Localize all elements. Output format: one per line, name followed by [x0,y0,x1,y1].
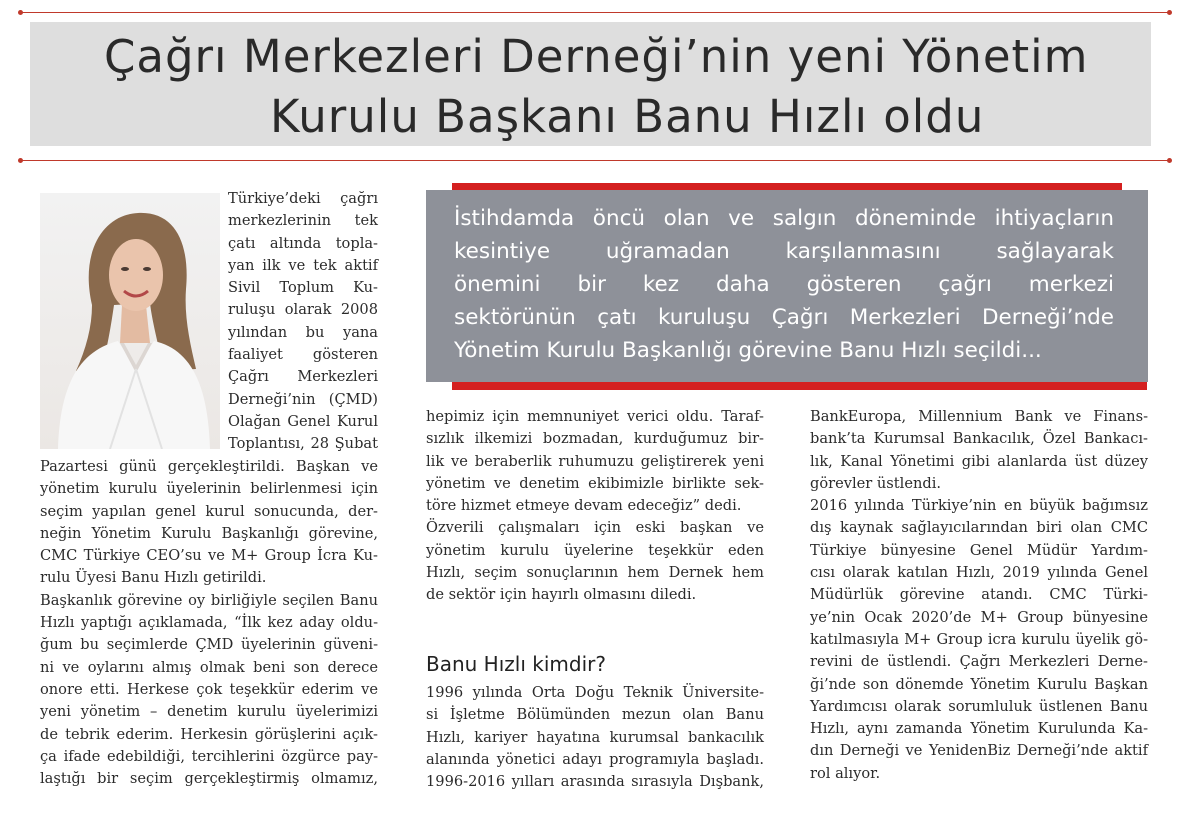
headline-line-1: Çağrı Merkezleri Derneği’nin yeni Yönetim [104,30,1089,83]
quote-line: İstihdamda öncü olan ve salgın döneminde ihtiyaçların [454,206,1114,231]
text-line: bank’ta Kurumsal Bankacılık, Özel Bankacı- [810,430,1148,448]
text-line: görevler üstlendi. [810,474,942,492]
text-line: BankEuropa, Millennium Bank ve Finans- [810,408,1148,425]
quote-accent-bottom [452,382,1147,390]
text-line: hepimiz için memnuniyet verici oldu. Taraf- [426,408,764,425]
text-line: ği’nde son dönemde Yönetim Kurulu Başkan [810,675,1148,693]
text-line: merkezlerinin tek [228,212,378,230]
column-2-top [426,406,764,607]
text-line: töre hizmet etmeye devam edeceğiz” dedi. [426,497,742,515]
pull-quote [454,202,1114,367]
text-line: revini de üstlendi. Çağrı Merkezleri Derne- [810,653,1148,671]
text-line: ça ifade edebildiği, tercihlerini özgürce pay- [40,747,378,765]
text-line: Türkiye bünyesine Genel Müdür Yardım- [810,541,1148,559]
text-line: CMC Türkiye CEO’su ve M+ Group İcra Ku- [40,547,378,565]
text-line: Olağan Genel Kurul [228,412,378,430]
text-line: Türkiye’deki çağrı [228,190,378,207]
text-line: ruluşu olarak 2008 [228,301,378,319]
text-line: laştığı bir seçim gerçekleştirmiş olmamız, [40,770,378,788]
text-line: Pazartesi günü gerçekleştirildi. Başkan ve [40,458,378,475]
text-line: lık, Kanal Yönetimi gibi alanlarda üst düzey [810,452,1148,470]
text-line: sızlık ilkemizi bozmadan, kurduğumuz bir- [426,430,764,448]
top-rule [20,12,1170,13]
quote-line: kesintiye uğramadan karşılanmasını sağlayarak [454,239,1114,264]
text-line: de sektör için hayırlı olmasını diledi. [426,586,697,604]
text-line: rol alıyor. [810,764,881,782]
text-line: Toplantısı, 28 Şubat [228,435,378,453]
text-line: seçim yapılan genel kurul sonucunda, der- [40,502,378,520]
text-line: katılmasıyla M+ Group icra kurulu üyelik gö- [810,630,1148,648]
text-line: Müdürlük görevine atandı. CMC Türki- [810,586,1148,604]
text-line: yeni yönetim – denetim kurulu üyelerimizi [40,703,378,721]
text-line: dış kaynak sağlayıcılarından biri olan CMC [810,519,1148,537]
text-line: ğum bu seçimlerde ÇMD üyelerinin güveni- [40,636,378,654]
text-line: neğin Yönetim Kurulu Başkanlığı görevine, [40,524,378,542]
column-2-bottom [426,682,764,793]
text-line: 1996 yılında Orta Doğu Teknik Üniversite- [426,684,764,701]
section-heading: Banu Hızlı kimdir? [426,652,606,676]
text-line: si İşletme Bölümünden mezun olan Banu [426,706,764,724]
text-line: yönetim ve denetim ekibimizle birlikte sek- [426,474,764,492]
text-line: Hızlı, aynı zamanda Yönetim Kurulunda Ka- [810,720,1148,738]
text-line: rulu Üyesi Banu Hızlı getirildi. [40,569,267,587]
text-line: çatı altında topla- [228,234,378,252]
text-line: yılından bu yana [228,323,378,341]
column-1-body [40,456,378,790]
text-line: Hızlı, seçim sonuçlarının hem Dernek hem [426,564,764,582]
text-line: ye’nin Ocak 2020’de M+ Group bünyesine [810,608,1148,626]
text-line: dın Derneği ve YenidenBiz Derneği’nde aktif [810,742,1148,760]
text-line: cısı olarak katılan Hızlı, 2019 yılında Genel [810,564,1148,582]
quote-line: Yönetim Kurulu Başkanlığı görevine Banu Hızlı seçildi... [454,338,1042,363]
text-line: faaliyet gösteren [228,346,378,364]
text-line: ni ve oylarını almış olmak beni son derece [40,658,378,676]
text-line: onore etti. Herkese çok teşekkür ederim ve [40,680,378,698]
text-line: Hızlı, kariyer hayatına kurumsal bankacılık [426,728,764,746]
text-line: yönetim kurulu üyelerinin belirlenmesi için [40,480,378,498]
portrait-photo [40,193,220,449]
text-line: Hızlı yaptığı açıklamada, “İlk kez aday oldu- [40,614,378,632]
text-line: lik ve beraberlik ruhumuzu geliştirerek yeni [426,452,764,470]
headline-line-2: Kurulu Başkanı Banu Hızlı oldu [270,90,985,143]
text-line: Özverili çalışmaları için eski başkan ve [426,519,764,537]
text-line: alanında yönetici adayı programıyla başladı. [426,750,764,768]
text-line: 2016 yılında Türkiye’nin en büyük bağımsız [810,497,1148,515]
column-1-beside-photo [228,188,378,456]
header-bottom-rule [20,160,1170,161]
text-line: yan ilk ve tek aktif [228,256,378,274]
text-line: de tebrik ederim. Herkesin görüşlerini açık- [40,725,378,743]
column-3 [810,406,1148,785]
quote-line: önemini bir kez daha gösteren çağrı merkezi [454,272,1114,297]
text-line: Başkanlık görevine oy birliğiyle seçilen Banu [40,591,378,609]
headline-box [30,22,1151,146]
text-line: Çağrı Merkezleri [228,368,378,386]
text-line: Yardımcısı olarak sorumluluk üstlenen Banu [810,697,1148,715]
text-line: 1996-2016 yılları arasında sırasıyla Dışbank, [426,773,764,791]
text-line: Derneği’nin (ÇMD) [228,390,378,408]
text-line: yönetim kurulu üyelerine teşekkür eden [426,541,764,559]
quote-line: sektörünün çatı kuruluşu Çağrı Merkezleri Derneği’nde [454,305,1114,330]
text-line: Sivil Toplum Ku- [228,279,378,297]
